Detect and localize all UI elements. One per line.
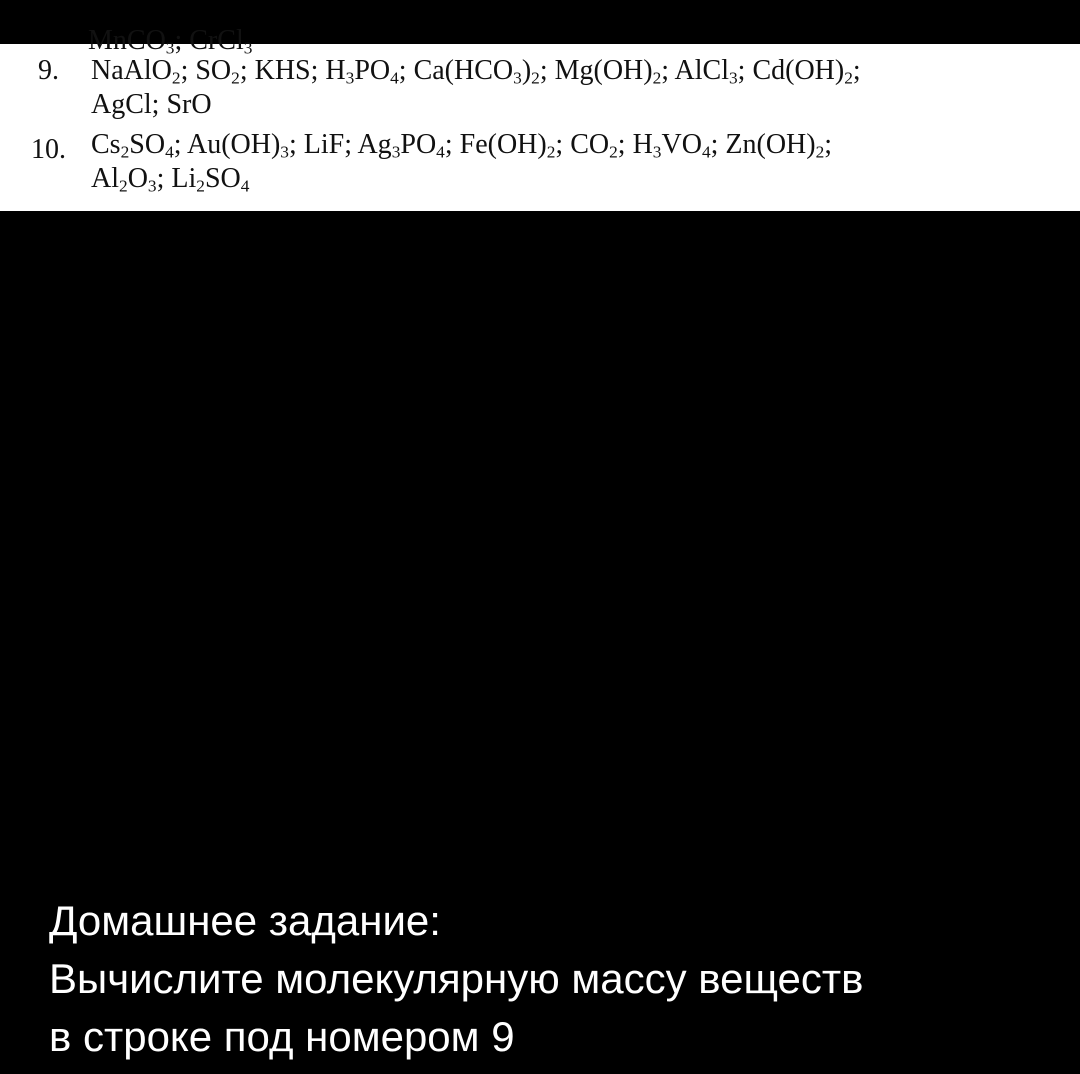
item-formulas-line1: NaAlO$_2$; $SO_2$; KHS; $H_3PO_4$; $Ca(HCO_3)_2$; $Mg(OH)_2$; AlCl$_3$; $Cd(OH)_2$; bbox=[91, 55, 861, 88]
item-formulas-line2: $Al_2O_3$; $Li_2SO_4$ bbox=[91, 163, 250, 196]
item-number: 9. bbox=[38, 55, 59, 86]
item-number: 10. bbox=[31, 134, 66, 165]
caption-title: Домашнее задание: bbox=[49, 897, 441, 944]
list-item-9 bbox=[0, 54, 1080, 122]
item-formulas-line1: $Cs_2SO_4$; $Au(OH)_3$; LiF; $Ag_3PO_4$; $Fe(OH)_2$; $CO_2$; $H_3VO_4$; $Zn(OH)_2$; bbox=[91, 129, 833, 162]
list-item-10 bbox=[0, 129, 1080, 201]
caption-line-2: в строке под номером 9 bbox=[49, 1013, 515, 1060]
item-formulas-line2: AgCl; SrO bbox=[91, 89, 212, 120]
cut-off-line: MnCO$_3$; CrCl$_3$ bbox=[88, 25, 253, 58]
caption-line-1: Вычислите молекулярную массу веществ bbox=[49, 955, 864, 1002]
worksheet-photo bbox=[0, 25, 1080, 211]
homework-caption bbox=[49, 892, 1059, 1066]
